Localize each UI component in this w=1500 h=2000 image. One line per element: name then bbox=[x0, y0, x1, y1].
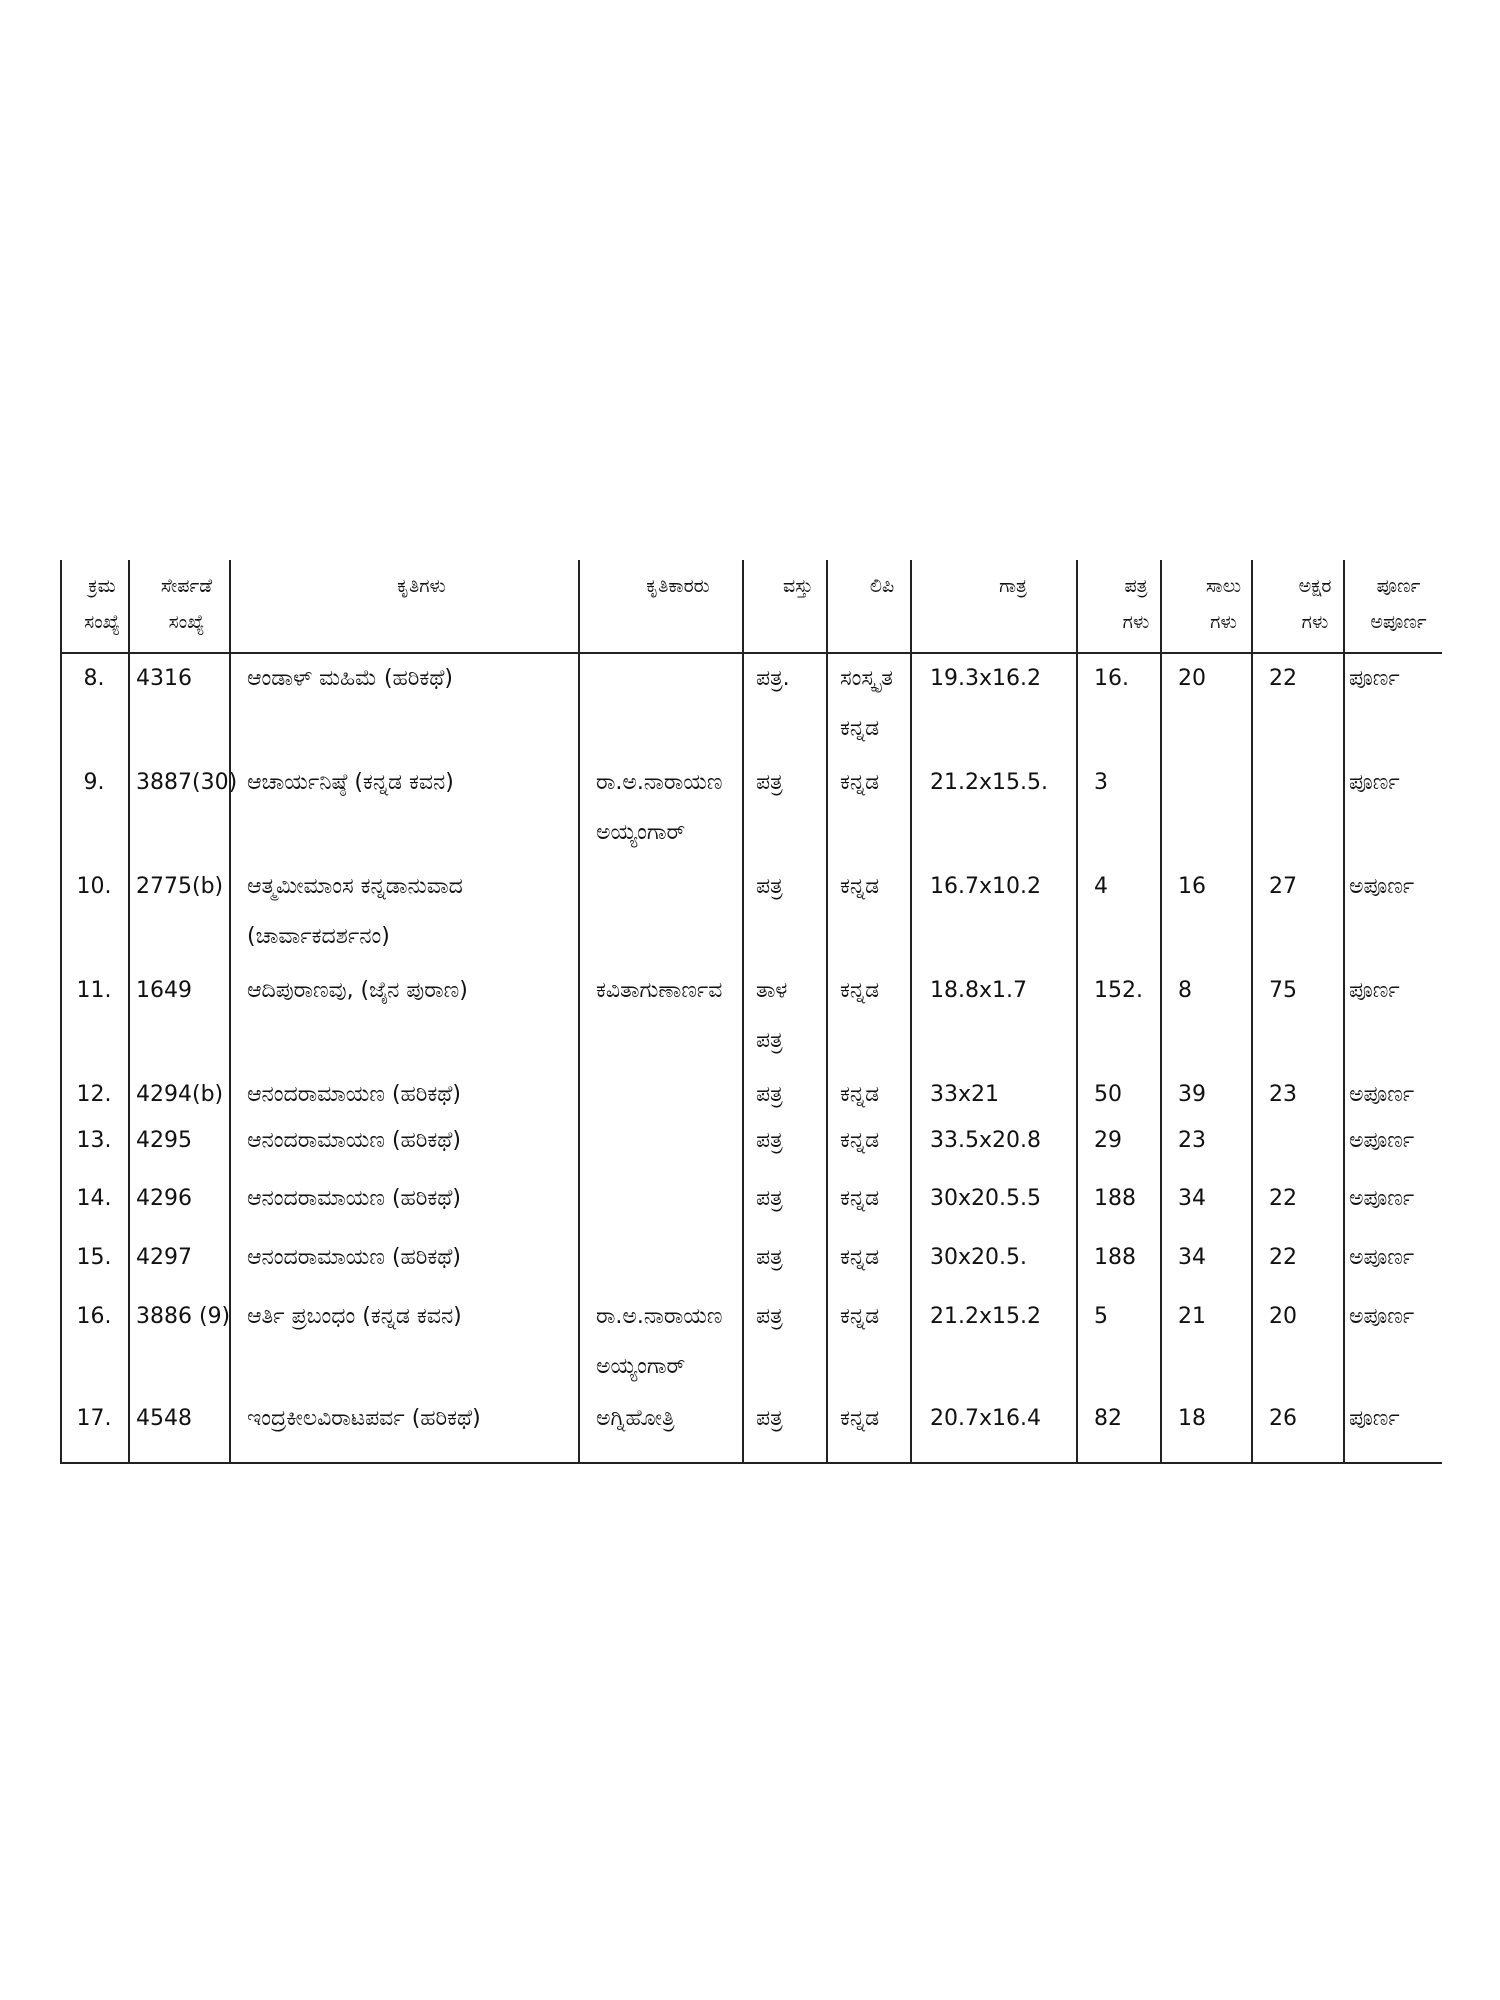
author-cell bbox=[578, 560, 760, 652]
script-text: ಕನ್ನಡ bbox=[840, 1082, 880, 1107]
characters-text: 22 bbox=[1269, 666, 1297, 691]
completeness-text: ಅಪೂರ್ಣ bbox=[1349, 1186, 1415, 1211]
script-text: ಕನ್ನಡ bbox=[840, 1304, 880, 1329]
table-bottom-rule bbox=[60, 1450, 1442, 1464]
characters-text: 22 bbox=[1269, 1186, 1297, 1211]
lines-text: 20 bbox=[1178, 666, 1206, 691]
accession-number-cell bbox=[128, 758, 237, 862]
script-text: ಕನ್ನಡ bbox=[840, 1186, 880, 1211]
completeness-cell bbox=[1343, 1070, 1448, 1116]
size-text: 21.2x15.2 bbox=[930, 1304, 1041, 1329]
folios-text: 3 bbox=[1094, 770, 1108, 795]
completeness-cell bbox=[1343, 862, 1448, 966]
table-row bbox=[60, 1174, 1442, 1233]
completeness-text: ಅಪೂರ್ಣ bbox=[1349, 1304, 1415, 1329]
column-rule bbox=[128, 1450, 130, 1462]
material-text: ಪತ್ರ bbox=[756, 1128, 783, 1153]
material-text: ಪತ್ರ bbox=[756, 1082, 783, 1107]
completeness-cell bbox=[1343, 1394, 1448, 1450]
size-text: 16.7x10.2 bbox=[930, 874, 1041, 899]
serial-number-cell bbox=[60, 1233, 128, 1292]
author-text: ರಾ.ಅ.ನಾರಾಯಣ ಅಯ್ಯಂಗಾರ್ bbox=[596, 770, 723, 845]
script-text: ಕನ್ನಡ bbox=[840, 1406, 880, 1431]
author-cell bbox=[578, 862, 760, 966]
author-cell bbox=[578, 1174, 760, 1233]
serial-number-cell bbox=[60, 966, 128, 1070]
serial-number-cell bbox=[60, 758, 128, 862]
serial-number-text: 9. bbox=[83, 770, 105, 795]
accession-number-text: 4548 bbox=[136, 1406, 192, 1431]
work-title-text: ಆರ್ತಿ ಪ್ರಬಂಧಂ (ಕನ್ನಡ ಕವನ) bbox=[247, 1304, 462, 1329]
size-cell bbox=[910, 1233, 1096, 1292]
characters-text: 23 bbox=[1269, 1082, 1297, 1107]
completeness-text: ಪೂರ್ಣ ಅಪೂರ್ಣ bbox=[1370, 575, 1427, 633]
characters-text: 27 bbox=[1269, 874, 1297, 899]
work-title-text: ಆಚಾರ್ಯನಿಷ್ಠೆ (ಕನ್ನಡ ಕವನ) bbox=[247, 770, 454, 795]
table-header bbox=[60, 560, 1442, 654]
material-text: ಪತ್ರ bbox=[756, 770, 783, 795]
lines-text: 18 bbox=[1178, 1406, 1206, 1431]
completeness-cell bbox=[1343, 1174, 1448, 1233]
table-row bbox=[60, 1116, 1442, 1174]
work-title-cell bbox=[229, 654, 596, 758]
accession-number-cell bbox=[128, 560, 237, 652]
serial-number-text: 14. bbox=[76, 1186, 112, 1211]
table-row bbox=[60, 654, 1442, 758]
completeness-cell bbox=[1343, 758, 1448, 862]
author-cell bbox=[578, 1292, 760, 1394]
size-cell bbox=[910, 560, 1096, 652]
author-cell bbox=[578, 966, 760, 1070]
accession-number-text: 3886 (9) bbox=[136, 1304, 231, 1329]
serial-number-cell bbox=[60, 862, 128, 966]
script-text: ಕನ್ನಡ bbox=[840, 770, 880, 795]
accession-number-text: ಸೇರ್ಪಡೆ ಸಂಖ್ಯೆ bbox=[160, 575, 213, 633]
accession-number-text: 4297 bbox=[136, 1245, 192, 1270]
serial-number-cell bbox=[60, 1394, 128, 1450]
accession-number-cell bbox=[128, 1116, 237, 1174]
size-cell bbox=[910, 1070, 1096, 1116]
folios-text: 5 bbox=[1094, 1304, 1108, 1329]
author-text: ಕೃತಿಕಾರರು bbox=[646, 575, 710, 597]
completeness-text: ಪೂರ್ಣ bbox=[1349, 1406, 1400, 1431]
author-cell bbox=[578, 1070, 760, 1116]
material-text: ಪತ್ರ bbox=[756, 1406, 783, 1431]
column-rule bbox=[1160, 1450, 1162, 1462]
folios-text: 16. bbox=[1094, 666, 1129, 691]
lines-text: 39 bbox=[1178, 1082, 1206, 1107]
serial-number-cell bbox=[60, 1174, 128, 1233]
material-text: ಪತ್ರ. bbox=[756, 666, 790, 691]
size-text: 19.3x16.2 bbox=[930, 666, 1041, 691]
lines-text: 16 bbox=[1178, 874, 1206, 899]
completeness-cell bbox=[1343, 1233, 1448, 1292]
size-cell bbox=[910, 758, 1096, 862]
accession-number-text: 4296 bbox=[136, 1186, 192, 1211]
script-text: ಕನ್ನಡ bbox=[840, 1128, 880, 1153]
characters-text: ಅಕ್ಷರ ಗಳು bbox=[1298, 575, 1332, 633]
accession-number-text: 4295 bbox=[136, 1128, 192, 1153]
work-title-cell bbox=[229, 1070, 596, 1116]
material-text: ಪತ್ರ bbox=[756, 1245, 783, 1270]
work-title-cell bbox=[229, 560, 596, 652]
folios-text: 188 bbox=[1094, 1245, 1136, 1270]
characters-text: 75 bbox=[1269, 978, 1297, 1003]
completeness-text: ಅಪೂರ್ಣ bbox=[1349, 1082, 1415, 1107]
work-title-cell bbox=[229, 758, 596, 862]
folios-text: 152. bbox=[1094, 978, 1143, 1003]
characters-text: 26 bbox=[1269, 1406, 1297, 1431]
accession-number-text: 4294(b) bbox=[136, 1082, 224, 1107]
accession-number-text: 2775(b) bbox=[136, 874, 224, 899]
characters-text: 22 bbox=[1269, 1245, 1297, 1270]
table-body bbox=[60, 654, 1442, 1450]
size-text: 30x20.5.5 bbox=[930, 1186, 1041, 1211]
work-title-cell bbox=[229, 1174, 596, 1233]
accession-number-cell bbox=[128, 1394, 237, 1450]
accession-number-cell bbox=[128, 966, 237, 1070]
author-text: ಅಗ್ನಿಹೋತ್ರಿ bbox=[596, 1406, 675, 1431]
size-cell bbox=[910, 1116, 1096, 1174]
lines-text: 34 bbox=[1178, 1186, 1206, 1211]
lines-text: 34 bbox=[1178, 1245, 1206, 1270]
work-title-cell bbox=[229, 1233, 596, 1292]
size-text: 30x20.5. bbox=[930, 1245, 1027, 1270]
folios-text: 4 bbox=[1094, 874, 1108, 899]
serial-number-cell bbox=[60, 560, 136, 652]
accession-number-cell bbox=[128, 862, 237, 966]
folios-text: 82 bbox=[1094, 1406, 1122, 1431]
material-text: ತಾಳ ಪತ್ರ bbox=[756, 978, 788, 1053]
size-cell bbox=[910, 654, 1096, 758]
completeness-text: ಅಪೂರ್ಣ bbox=[1349, 1245, 1415, 1270]
serial-number-cell bbox=[60, 1070, 128, 1116]
size-cell bbox=[910, 862, 1096, 966]
column-rule bbox=[1076, 1450, 1078, 1462]
folios-text: ಪತ್ರ ಗಳು bbox=[1122, 575, 1150, 633]
accession-number-text: 4316 bbox=[136, 666, 192, 691]
serial-number-cell bbox=[60, 1292, 128, 1394]
column-rule bbox=[1251, 1450, 1253, 1462]
completeness-text: ಪೂರ್ಣ bbox=[1349, 666, 1400, 691]
script-text: ಕನ್ನಡ bbox=[840, 874, 880, 899]
work-title-text: ಆತ್ಮಮೀಮಾಂಸ ಕನ್ನಡಾನುವಾದ (ಚಾರ್ವಾಕದರ್ಶನಂ) bbox=[247, 874, 463, 949]
material-text: ವಸ್ತು bbox=[783, 575, 813, 597]
script-text: ಲಿಪಿ bbox=[869, 575, 895, 597]
lines-text: 8 bbox=[1178, 978, 1192, 1003]
serial-number-text: 13. bbox=[76, 1128, 112, 1153]
completeness-text: ಅಪೂರ್ಣ bbox=[1349, 1128, 1415, 1153]
accession-number-cell bbox=[128, 654, 237, 758]
work-title-text: ಆದಿಪುರಾಣವು, (ಜೈನ ಪುರಾಣ) bbox=[247, 978, 468, 1003]
size-text: 21.2x15.5. bbox=[930, 770, 1048, 795]
serial-number-text: 12. bbox=[76, 1082, 112, 1107]
size-text: ಗಾತ್ರ bbox=[999, 575, 1027, 597]
work-title-cell bbox=[229, 966, 596, 1070]
table-row bbox=[60, 862, 1442, 966]
manuscript-catalog-table bbox=[60, 560, 1442, 1464]
completeness-text: ಅಪೂರ್ಣ bbox=[1349, 874, 1415, 899]
column-rule bbox=[910, 1450, 912, 1462]
table-row bbox=[60, 758, 1442, 862]
serial-number-text: 8. bbox=[83, 666, 105, 691]
work-title-text: ಆನಂದರಾಮಾಯಣ (ಹರಿಕಥೆ) bbox=[247, 1245, 461, 1270]
column-rule bbox=[229, 1450, 231, 1462]
size-cell bbox=[910, 966, 1096, 1070]
completeness-text: ಪೂರ್ಣ bbox=[1349, 770, 1400, 795]
accession-number-text: 1649 bbox=[136, 978, 192, 1003]
serial-number-text: 15. bbox=[76, 1245, 112, 1270]
completeness-cell bbox=[1343, 654, 1448, 758]
completeness-text: ಪೂರ್ಣ bbox=[1349, 978, 1400, 1003]
column-rule bbox=[60, 1450, 62, 1462]
table-row bbox=[60, 1070, 1442, 1116]
script-text: ಸಂಸ್ಕೃತ ಕನ್ನಡ bbox=[840, 666, 893, 741]
completeness-cell bbox=[1343, 560, 1448, 652]
table-row bbox=[60, 1292, 1442, 1394]
size-cell bbox=[910, 1394, 1096, 1450]
size-cell bbox=[910, 1174, 1096, 1233]
completeness-cell bbox=[1343, 1292, 1448, 1394]
author-cell bbox=[578, 654, 760, 758]
material-text: ಪತ್ರ bbox=[756, 1186, 783, 1211]
author-text: ಕವಿತಾಗುಣಾರ್ಣವ bbox=[596, 978, 723, 1003]
author-cell bbox=[578, 758, 760, 862]
column-rule bbox=[578, 1450, 580, 1462]
size-text: 33x21 bbox=[930, 1082, 1000, 1107]
folios-text: 188 bbox=[1094, 1186, 1136, 1211]
work-title-text: ಆನಂದರಾಮಾಯಣ (ಹರಿಕಥೆ) bbox=[247, 1186, 461, 1211]
column-rule bbox=[826, 1450, 828, 1462]
lines-text: 21 bbox=[1178, 1304, 1206, 1329]
work-title-cell bbox=[229, 1394, 596, 1450]
completeness-cell bbox=[1343, 1116, 1448, 1174]
serial-number-text: 11. bbox=[76, 978, 112, 1003]
work-title-text: ಆನಂದರಾಮಾಯಣ (ಹರಿಕಥೆ) bbox=[247, 1128, 461, 1153]
accession-number-cell bbox=[128, 1292, 237, 1394]
work-title-cell bbox=[229, 862, 596, 966]
completeness-cell bbox=[1343, 966, 1448, 1070]
folios-text: 50 bbox=[1094, 1082, 1122, 1107]
size-text: 18.8x1.7 bbox=[930, 978, 1027, 1003]
table-row bbox=[60, 1233, 1442, 1292]
work-title-text: ಆಂಡಾಳ್ ಮಹಿಮೆ (ಹರಿಕಥೆ) bbox=[247, 666, 453, 691]
author-cell bbox=[578, 1233, 760, 1292]
author-cell bbox=[578, 1116, 760, 1174]
lines-text: 23 bbox=[1178, 1128, 1206, 1153]
work-title-text: ಆನಂದರಾಮಾಯಣ (ಹರಿಕಥೆ) bbox=[247, 1082, 461, 1107]
work-title-text: ಕೃತಿಗಳು bbox=[397, 575, 446, 597]
work-title-text: ಇಂದ್ರಕೀಲವಿರಾಟಪರ್ವ (ಹರಿಕಥೆ) bbox=[247, 1406, 481, 1431]
serial-number-text: 16. bbox=[76, 1304, 112, 1329]
work-title-cell bbox=[229, 1292, 596, 1394]
author-cell bbox=[578, 1394, 760, 1450]
material-text: ಪತ್ರ bbox=[756, 874, 783, 899]
serial-number-cell bbox=[60, 1116, 128, 1174]
accession-number-cell bbox=[128, 1233, 237, 1292]
work-title-cell bbox=[229, 1116, 596, 1174]
column-rule bbox=[742, 1450, 744, 1462]
serial-number-text: 17. bbox=[76, 1406, 112, 1431]
lines-text: ಸಾಲು ಗಳು bbox=[1205, 575, 1242, 633]
material-text: ಪತ್ರ bbox=[756, 1304, 783, 1329]
size-cell bbox=[910, 1292, 1096, 1394]
accession-number-cell bbox=[128, 1174, 237, 1233]
folios-text: 29 bbox=[1094, 1128, 1122, 1153]
size-text: 33.5x20.8 bbox=[930, 1128, 1041, 1153]
column-rule bbox=[1343, 1450, 1345, 1462]
serial-number-cell bbox=[60, 654, 128, 758]
script-text: ಕನ್ನಡ bbox=[840, 978, 880, 1003]
accession-number-cell bbox=[128, 1070, 237, 1116]
table-row bbox=[60, 966, 1442, 1070]
author-text: ರಾ.ಅ.ನಾರಾಯಣ ಅಯ್ಯಂಗಾರ್ bbox=[596, 1304, 723, 1379]
serial-number-text: ಕ್ರಮ ಸಂಖ್ಯೆ bbox=[84, 575, 120, 633]
characters-text: 20 bbox=[1269, 1304, 1297, 1329]
size-text: 20.7x16.4 bbox=[930, 1406, 1041, 1431]
table-row bbox=[60, 1394, 1442, 1450]
serial-number-text: 10. bbox=[76, 874, 112, 899]
script-text: ಕನ್ನಡ bbox=[840, 1245, 880, 1270]
accession-number-text: 3887(30) bbox=[136, 770, 237, 795]
